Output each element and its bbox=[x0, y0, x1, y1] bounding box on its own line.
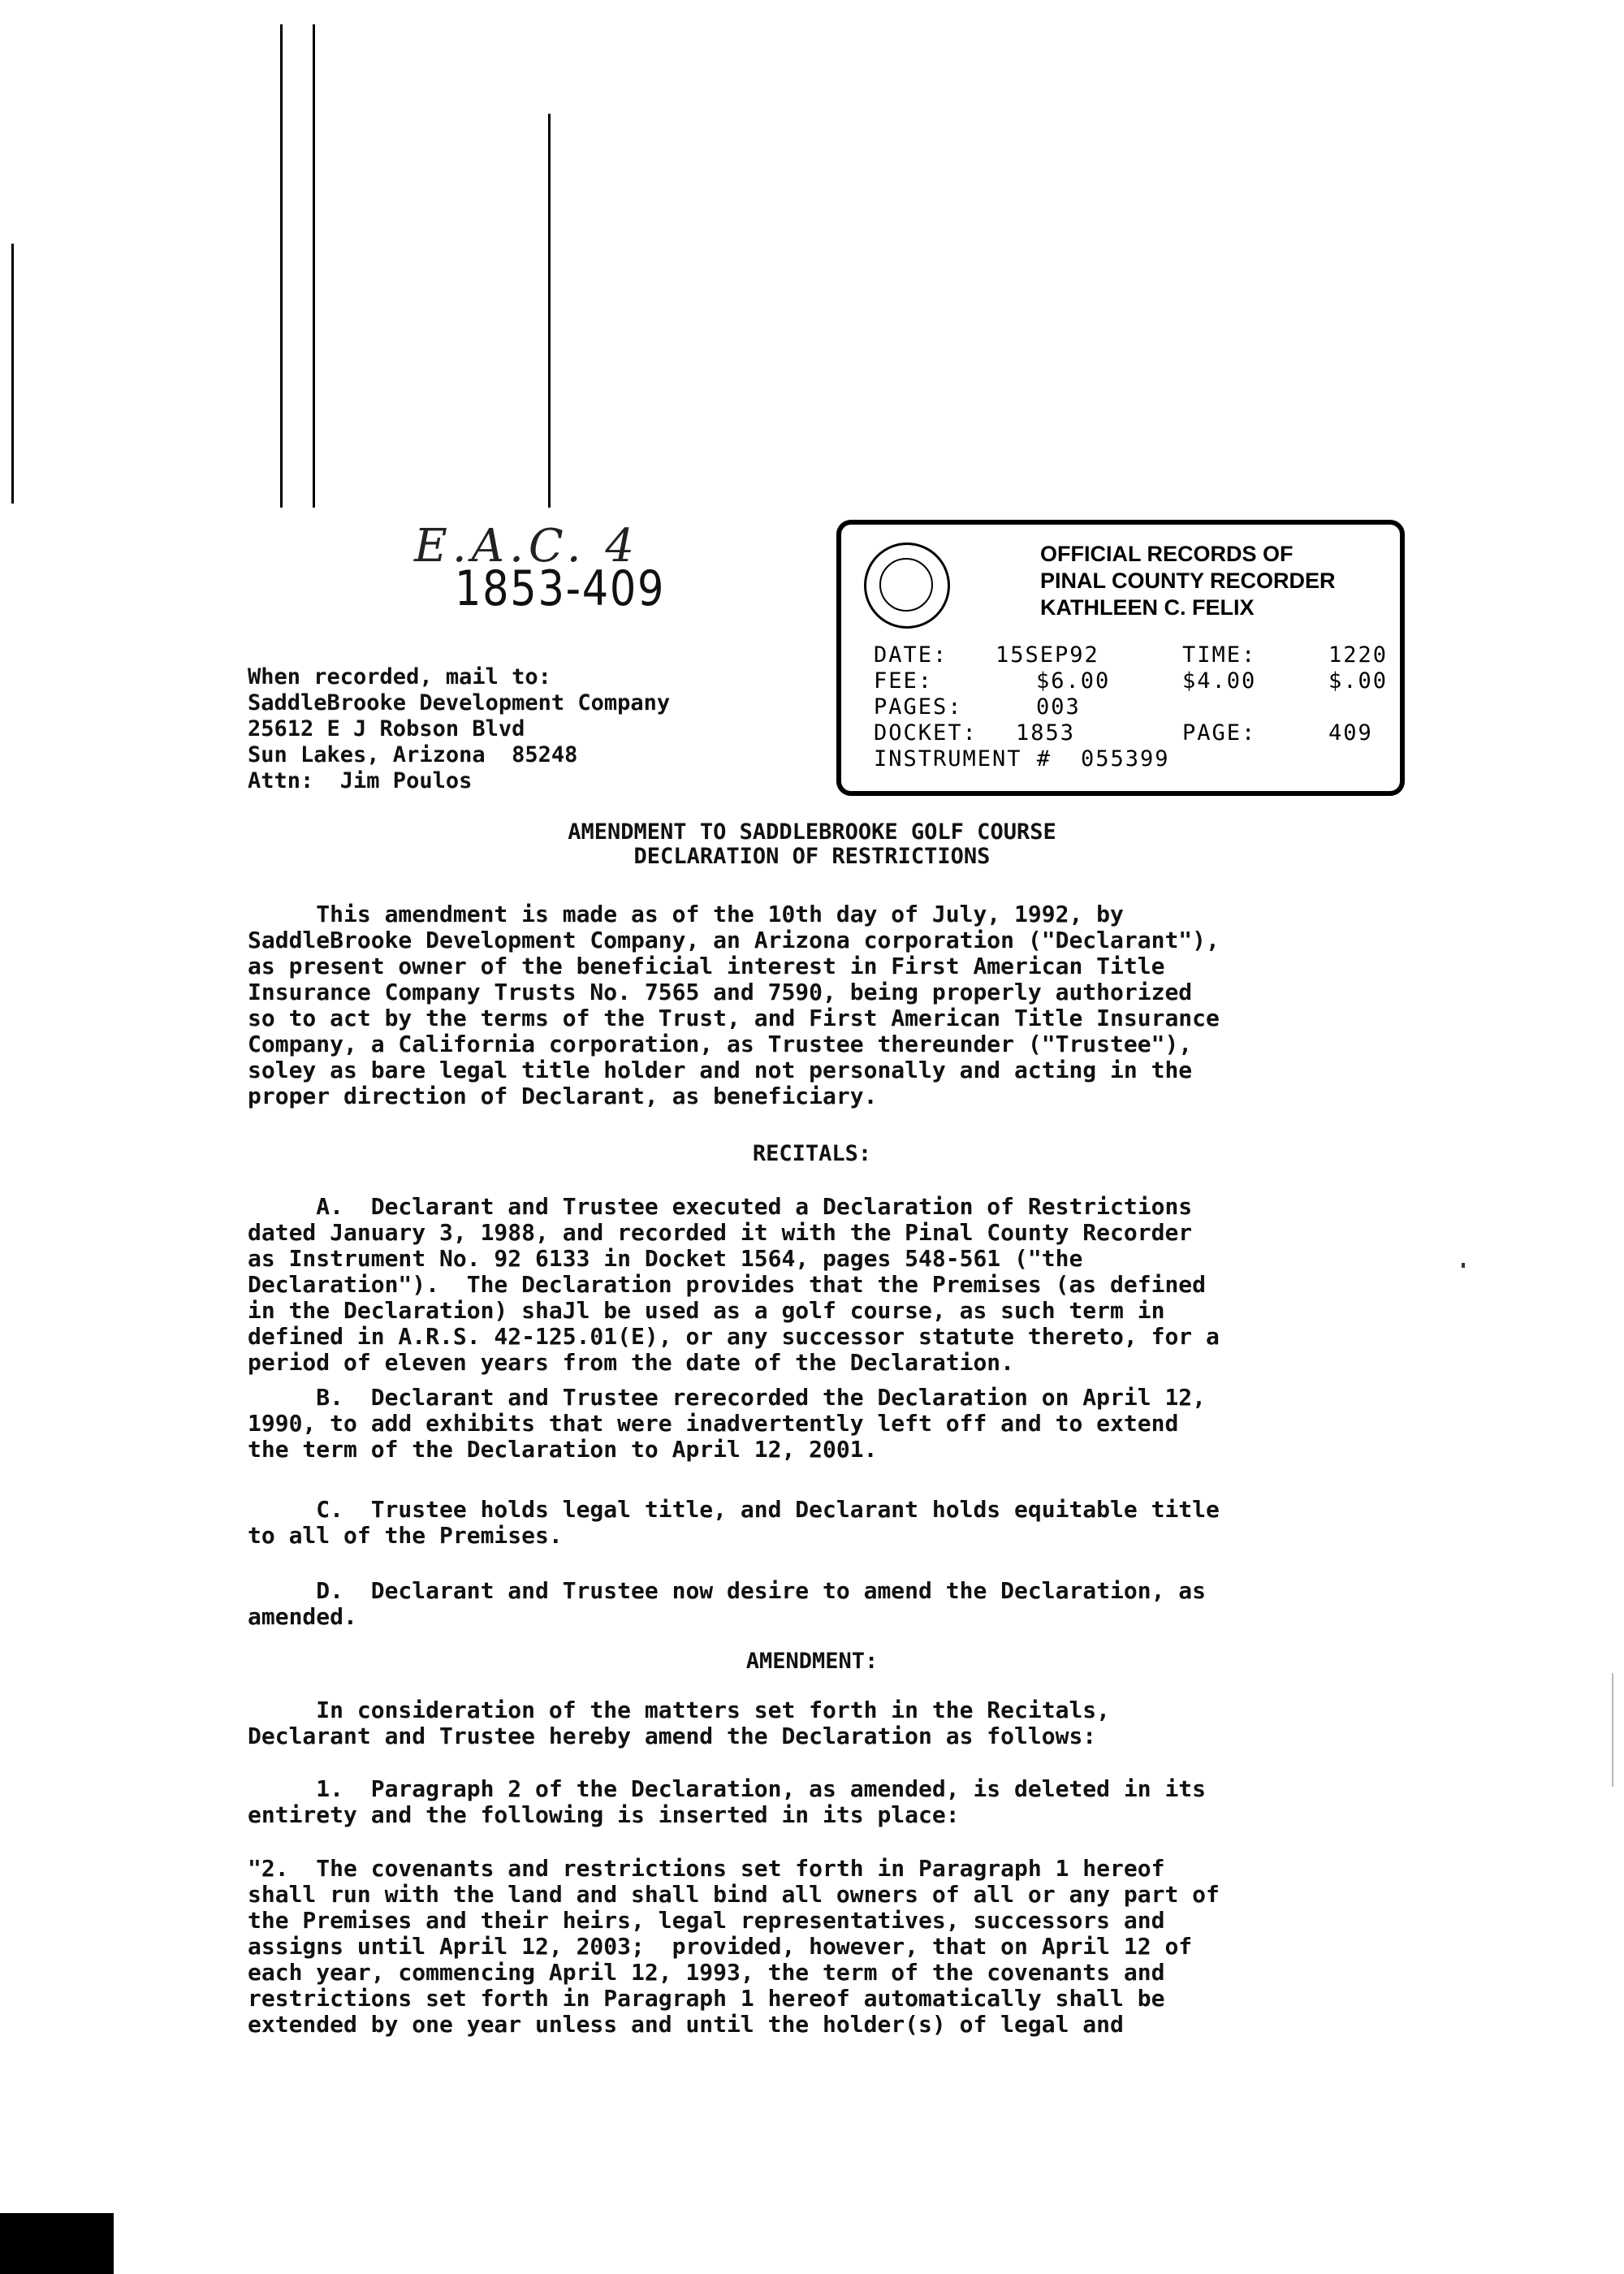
text-line: the Premises and their heirs, legal representatives, successors and bbox=[248, 1907, 1165, 1934]
recital-c bbox=[248, 1497, 1328, 1549]
text-line: Declarant and Trustee hereby amend the Declaration as follows: bbox=[248, 1723, 1097, 1749]
text-line: soley as bare legal title holder and not personally and acting in the bbox=[248, 1057, 1193, 1083]
text-line: defined in A.R.S. 42-125.01(E), or any successor statute thereto, for a bbox=[248, 1323, 1220, 1350]
text-line: 1. Paragraph 2 of the Declaration, as amended, is deleted in its bbox=[248, 1775, 1207, 1802]
page-value: 409 bbox=[1328, 720, 1373, 746]
time-value: 1220 bbox=[1328, 642, 1389, 668]
text-line: amended. bbox=[248, 1603, 357, 1630]
recorder-title-line: OFFICIAL RECORDS OF bbox=[1040, 542, 1294, 566]
scan-line bbox=[313, 24, 315, 508]
time-label: TIME: bbox=[1182, 642, 1257, 668]
scan-speck bbox=[1462, 1263, 1465, 1268]
docket-value: 1853 bbox=[1016, 720, 1076, 746]
text-line: A. Declarant and Trustee executed a Declaration of Restrictions bbox=[248, 1193, 1193, 1220]
date-label: DATE: bbox=[874, 642, 948, 668]
docket-label: DOCKET: bbox=[874, 720, 978, 746]
document-title-line: AMENDMENT TO SADDLEBROOKE GOLF COURSE bbox=[568, 819, 1056, 845]
stamped-docket-number: 1853-409 bbox=[455, 560, 666, 617]
text-line: as present owner of the beneficial interest in First American Title bbox=[248, 953, 1165, 979]
recital-b bbox=[248, 1385, 1328, 1463]
recital-d bbox=[248, 1578, 1328, 1630]
mail-to-line: Attn: Jim Poulos bbox=[248, 768, 473, 793]
text-line: "2. The covenants and restrictions set forth in Paragraph 1 hereof bbox=[248, 1855, 1165, 1882]
paragraph-1 bbox=[248, 1776, 1328, 1828]
paragraph-2 bbox=[248, 1856, 1328, 2038]
date-value: 15SEP92 bbox=[996, 642, 1099, 668]
recorder-title-line: PINAL COUNTY RECORDER bbox=[1040, 568, 1336, 593]
scan-speck bbox=[1612, 1673, 1613, 1787]
handwritten-annotation: E.A.C. 4 bbox=[414, 520, 640, 573]
recorder-title-line: KATHLEEN C. FELIX bbox=[1040, 595, 1255, 620]
text-line: This amendment is made as of the 10th day of July, 1992, by bbox=[248, 901, 1124, 927]
text-line: 1990, to add exhibits that were inadvertently left off and to extend bbox=[248, 1410, 1179, 1437]
text-line: assigns until April 12, 2003; provided, however, that on April 12 of bbox=[248, 1933, 1193, 1960]
text-line: restrictions set forth in Paragraph 1 hereof automatically shall be bbox=[248, 1985, 1165, 2012]
amendment-heading: AMENDMENT: bbox=[745, 1649, 879, 1674]
amendment-intro bbox=[248, 1697, 1328, 1749]
mail-to-line: SaddleBrooke Development Company bbox=[248, 690, 671, 715]
pages-label: PAGES: bbox=[874, 694, 963, 720]
scan-corner-artifact bbox=[0, 2213, 114, 2274]
text-line: Declaration"). The Declaration provides that the Premises (as defined bbox=[248, 1271, 1207, 1298]
text-line: SaddleBrooke Development Company, an Arizona corporation ("Declarant"), bbox=[248, 927, 1220, 953]
text-line: Insurance Company Trusts No. 7565 and 7590, being properly authorized bbox=[248, 979, 1193, 1005]
text-line: proper direction of Declarant, as beneficiary. bbox=[248, 1083, 878, 1109]
instrument-label: INSTRUMENT # bbox=[874, 746, 1052, 772]
recorder-title bbox=[1040, 541, 1336, 621]
text-line: the term of the Declaration to April 12, 2001. bbox=[248, 1436, 878, 1463]
text-line: In consideration of the matters set forth in the Recitals, bbox=[248, 1697, 1111, 1723]
text-line: as Instrument No. 92 6133 in Docket 1564, pages 548-561 ("the bbox=[248, 1245, 1083, 1272]
text-line: each year, commencing April 12, 1993, the term of the covenants and bbox=[248, 1959, 1165, 1986]
county-seal-inner bbox=[879, 558, 933, 612]
fee-value-3: $.00 bbox=[1328, 668, 1389, 694]
scan-line bbox=[548, 114, 551, 508]
text-line: entirety and the following is inserted in its place: bbox=[248, 1801, 960, 1828]
intro-paragraph bbox=[248, 901, 1328, 1109]
text-line: B. Declarant and Trustee rerecorded the Declaration on April 12, bbox=[248, 1384, 1207, 1411]
fee-label: FEE: bbox=[874, 668, 934, 694]
recitals-heading: RECITALS: bbox=[752, 1141, 872, 1166]
text-line: extended by one year unless and until the holder(s) of legal and bbox=[248, 2011, 1124, 2038]
text-line: shall run with the land and shall bind all owners of all or any part of bbox=[248, 1881, 1220, 1908]
text-line: in the Declaration) shaJl be used as a golf course, as such term in bbox=[248, 1297, 1165, 1324]
text-line: C. Trustee holds legal title, and Declarant holds equitable title bbox=[248, 1496, 1220, 1523]
text-line: to all of the Premises. bbox=[248, 1522, 563, 1549]
recorder-stamp bbox=[836, 520, 1405, 796]
mail-to-line: 25612 E J Robson Blvd bbox=[248, 716, 525, 741]
text-line: D. Declarant and Trustee now desire to amend the Declaration, as bbox=[248, 1577, 1207, 1604]
text-line: dated January 3, 1988, and recorded it with the Pinal County Recorder bbox=[248, 1219, 1193, 1246]
county-seal-icon bbox=[864, 543, 950, 629]
text-line: so to act by the terms of the Trust, and First American Title Insurance bbox=[248, 1005, 1220, 1031]
fee-value-2: $4.00 bbox=[1182, 668, 1257, 694]
page-label: PAGE: bbox=[1182, 720, 1257, 746]
instrument-value: 055399 bbox=[1081, 746, 1170, 772]
text-line: period of eleven years from the date of the Declaration. bbox=[248, 1349, 1015, 1376]
scan-line bbox=[11, 244, 14, 504]
scan-line bbox=[280, 24, 283, 508]
mail-to-line: Sun Lakes, Arizona 85248 bbox=[248, 742, 578, 767]
recital-a bbox=[248, 1194, 1328, 1376]
fee-value-1: $6.00 bbox=[1036, 668, 1111, 694]
text-line: Company, a California corporation, as Trustee thereunder ("Trustee"), bbox=[248, 1031, 1193, 1057]
pages-value: 003 bbox=[1036, 694, 1081, 720]
document-title-line: DECLARATION OF RESTRICTIONS bbox=[633, 844, 991, 869]
document-title bbox=[0, 820, 1624, 869]
mail-to-block bbox=[248, 664, 670, 794]
mail-to-line: When recorded, mail to: bbox=[248, 664, 551, 690]
